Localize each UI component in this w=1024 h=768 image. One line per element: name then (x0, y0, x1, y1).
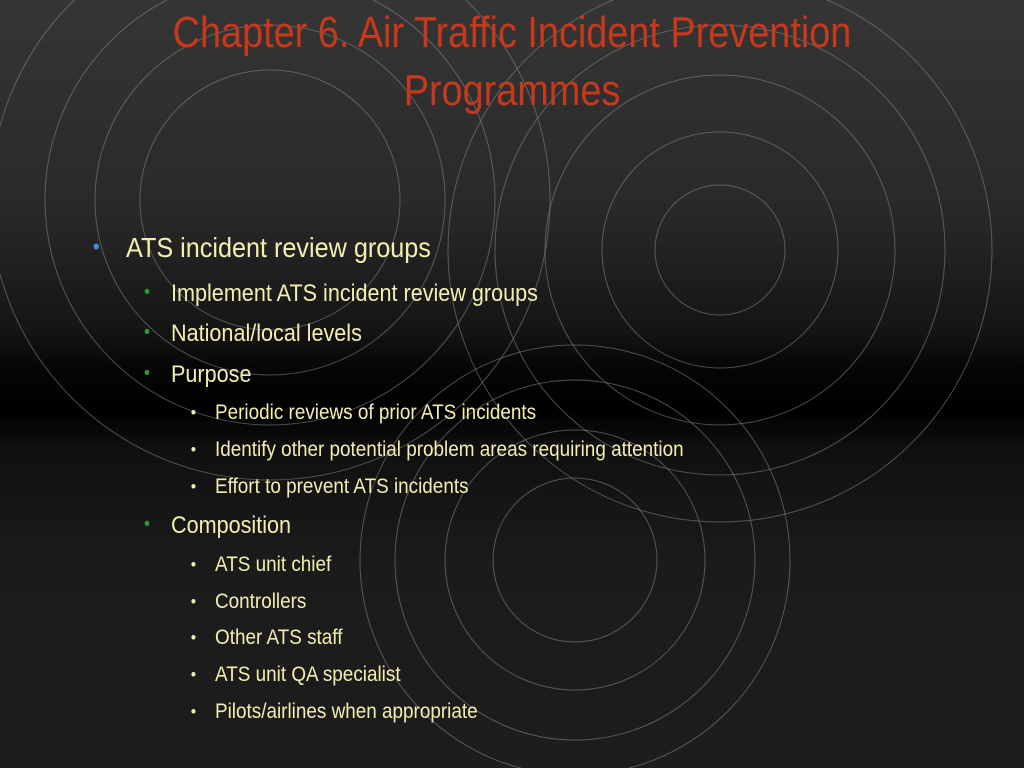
list-item-purpose-2 (190, 438, 684, 462)
list-item-composition-4 (190, 663, 401, 687)
bullet-icon: • (190, 628, 197, 647)
slide-title-line: Programmes (403, 66, 621, 115)
bullet-icon: • (190, 592, 197, 611)
list-item-composition-2 (190, 590, 307, 614)
list-item-text: National/local levels (171, 320, 362, 347)
list-item-composition-5 (190, 700, 478, 724)
list-item-text: Controllers (215, 590, 307, 613)
list-item-composition-3 (190, 626, 343, 650)
list-item-text: Periodic reviews of prior ATS incidents (215, 401, 537, 424)
bullet-icon: • (144, 514, 150, 535)
list-item-purpose-3 (190, 475, 469, 499)
list-item-text: ATS unit QA specialist (215, 663, 401, 686)
slide-title-line: Chapter 6. Air Traffic Incident Prevention (172, 8, 852, 57)
bullet-icon: • (144, 282, 150, 303)
list-item-text: ATS unit chief (215, 553, 332, 576)
bullet-icon: • (190, 403, 197, 422)
list-item-purpose (144, 361, 252, 389)
list-item-text: Pilots/airlines when appropriate (215, 700, 478, 723)
list-item-text: Identify other potential problem areas requiring attention (215, 438, 684, 461)
list-item-text: Effort to prevent ATS incidents (215, 475, 469, 498)
list-item-text: Other ATS staff (215, 626, 343, 649)
bullet-icon: • (190, 477, 197, 496)
list-item-purpose-1 (190, 401, 537, 425)
bullet-icon: • (190, 440, 197, 459)
list-item-text: Implement ATS incident review groups (171, 280, 538, 307)
list-item-composition (144, 512, 292, 540)
list-item-levels (144, 320, 362, 348)
list-item-main (92, 232, 431, 264)
list-item-text: Composition (171, 512, 292, 539)
list-item-text: Purpose (171, 361, 252, 388)
bullet-icon: • (92, 234, 100, 259)
bullet-icon: • (190, 702, 197, 721)
bullet-icon: • (144, 322, 150, 343)
list-item-composition-1 (190, 553, 332, 577)
bullet-icon: • (190, 555, 197, 574)
bullet-icon: • (144, 363, 150, 384)
bullet-icon: • (190, 665, 197, 684)
list-item-text: ATS incident review groups (126, 232, 431, 263)
list-item-implement (144, 280, 538, 308)
